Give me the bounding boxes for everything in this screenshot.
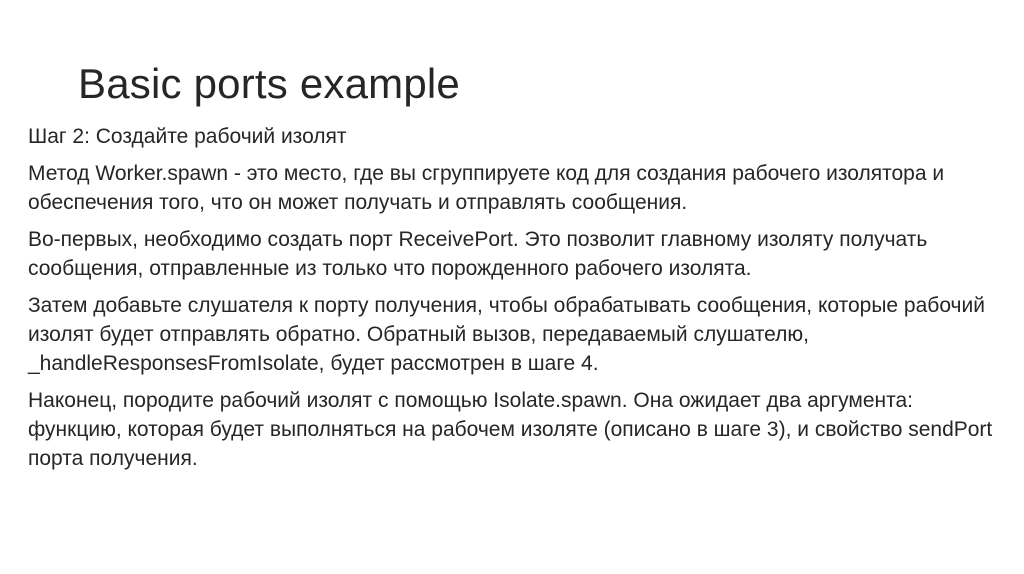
paragraph-listener: Затем добавьте слушателя к порту получения, чтобы обрабатывать сообщения, которые рабочий изолят будет отправлять обратно. Обратный вызов, передаваемый слушателю, _handleResponsesFromIsolate, будет рассмотрен в шаге 4. (28, 294, 985, 375)
paragraph-receive-port: Во-первых, необходимо создать порт ReceivePort. Это позволит главному изоляту получать сообщения, отправленные из только что порожденного рабочего изолята. (28, 228, 928, 280)
step-heading: Шаг 2: Создайте рабочий изолят (28, 125, 347, 148)
slide-title: Basic ports example (78, 60, 460, 107)
slide-body (28, 122, 1008, 481)
paragraph-isolate-spawn: Наконец, породите рабочий изолят с помощью Isolate.spawn. Она ожидает два аргумента: функцию, которая будет выполняться на рабочем изоляте (описано в шаге 3), и свойство sendPort порта получения. (28, 389, 993, 470)
paragraph-worker-spawn: Метод Worker.spawn - это место, где вы сгруппируете код для создания рабочего изолятора и обеспечения того, что он может получать и отправлять сообщения. (28, 162, 945, 214)
